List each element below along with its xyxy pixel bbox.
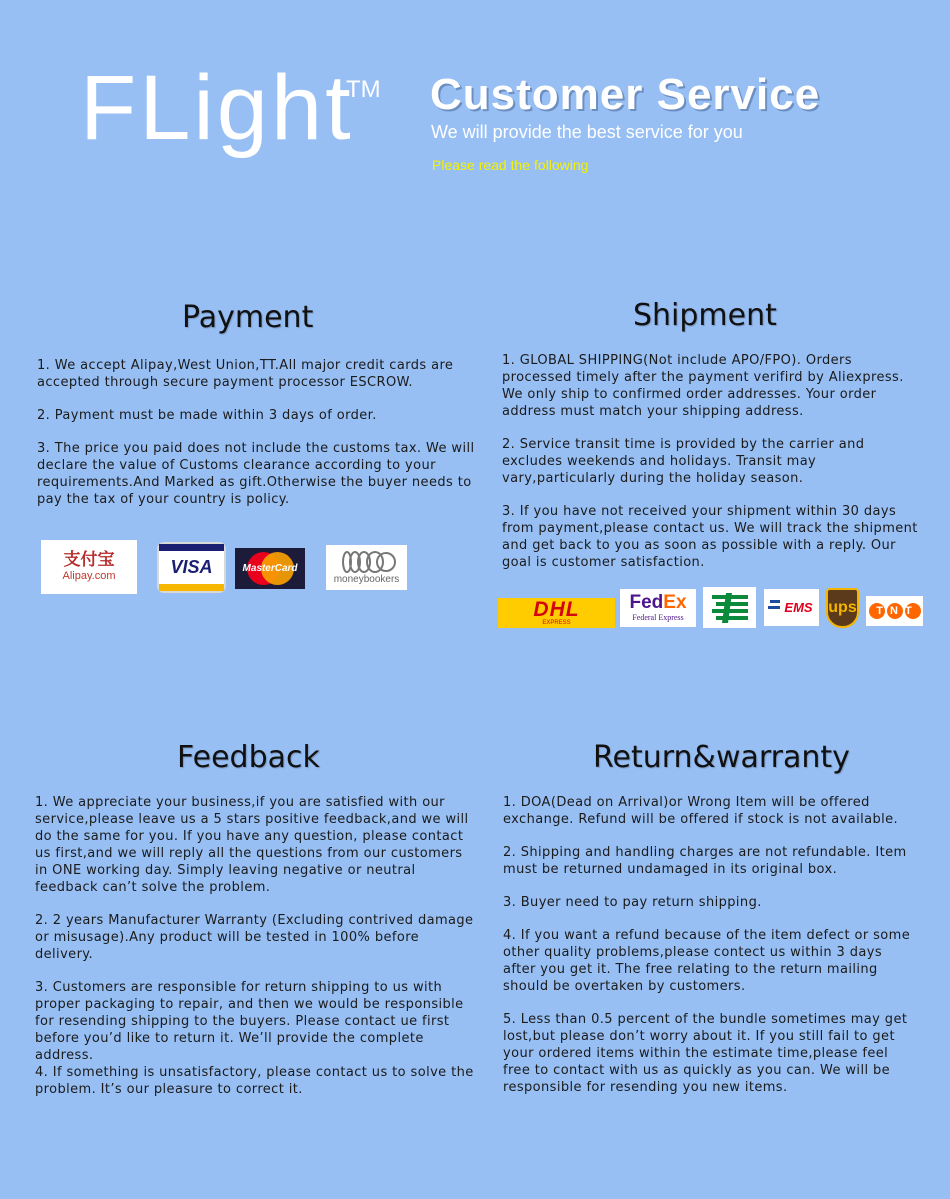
payment-paragraph: 1. We accept Alipay,West Union,TT.All major credit cards are accepted through secure payment processor ESCROW. (37, 358, 454, 390)
page-subtitle: We will provide the best service for you (431, 122, 743, 142)
payment-text (37, 357, 475, 508)
return-warranty-heading: Return&warranty (593, 740, 850, 775)
tnt-logo (866, 596, 923, 626)
tnt-text: TNT (876, 605, 919, 617)
mastercard-logo (235, 548, 305, 589)
visa-logo (157, 542, 226, 593)
shipment-text (502, 352, 922, 571)
shipment-heading: Shipment (633, 298, 777, 333)
brand-logo: FLight (80, 57, 354, 159)
ems-text: EMS (784, 600, 813, 615)
feedback-paragraph: 1. We appreciate your business,if you are satisfied with our service,please leave us a 5 stars positive feedback,and we will do the same for you. If you have any question, please contact us first,and we will reply all the questions from our customers in ONE working day. Simply leaving negative or neutral feedback can’t solve the problem. (35, 795, 469, 895)
moneybookers-rings-icon (337, 550, 397, 574)
alipay-logo (41, 540, 137, 594)
ups-logo (826, 588, 859, 628)
mastercard-text: MasterCard (242, 563, 298, 574)
shipment-paragraph: 1. GLOBAL SHIPPING(Not include APO/FPO). Orders processed timely after the payment verifird by Aliexpress. We only ship to confirmed order addresses. Your order address must match your shipping address. (502, 353, 904, 419)
return-paragraph: 3. Buyer need to pay return shipping. (503, 895, 762, 910)
feedback-paragraph: 3. Customers are responsible for return shipping to us with proper packaging to repair, and then we would be responsible for resending shipping to the buyers. Please contact ue first before you’d like to return it. We’ll provide the complete address. (35, 980, 464, 1063)
return-paragraph: 5. Less than 0.5 percent of the bundle sometimes may get lost,but please don’t worry about it. If you still fail to get your ordered items within the estimate time,please feel free to contact with us as quickly as you can. We will be responsible for resending you new items. (503, 1012, 908, 1095)
fedex-logo (620, 589, 696, 627)
feedback-paragraph: 4. If something is unsatisfactory, please contact us to solve the problem. It’s our pleasure to correct it. (35, 1065, 474, 1097)
alipay-chinese-text: 支付宝 (63, 550, 115, 570)
dhl-text: DHL (533, 597, 580, 621)
payment-paragraph: 3. The price you paid does not include the customs tax. We will declare the value of Customs clearance according to your requirements.And Marked as gift.Otherwise the buyer needs to pay the tax of your country is policy. (37, 441, 475, 507)
return-text (503, 794, 917, 1096)
china-post-icon (708, 591, 752, 625)
read-note: Please read the following (432, 157, 589, 173)
return-paragraph: 1. DOA(Dead on Arrival)or Wrong Item will be offered exchange. Refund will be offered if stock is not available. (503, 795, 899, 827)
shipment-paragraph: 2. Service transit time is provided by the carrier and excludes weekends and holidays. Transit may vary,particularly during the holiday season. (502, 437, 865, 486)
fedex-ex-text: Ex (663, 592, 687, 613)
moneybookers-text: moneybookers (333, 574, 400, 585)
shipment-paragraph: 3. If you have not received your shipment within 30 days from payment,please contact us. We will track the shipment and get back to you as soon as possible with a reply. Our goal is customer satisfaction. (502, 504, 918, 570)
return-paragraph: 4. If you want a refund because of the item defect or some other quality problems,please contect us within 3 days after you get it. The free relating to the return mailing should be overtaken by customers. (503, 928, 911, 994)
return-paragraph: 2. Shipping and handling charges are not refundable. Item must be returned undamaged in its original box. (503, 845, 907, 877)
fedex-fed-text: Fed (629, 592, 664, 613)
fedex-sub-text: Federal Express (632, 613, 684, 622)
dhl-logo (498, 598, 615, 628)
page-title: Customer Service (430, 70, 821, 119)
trademark-mark: TM (346, 76, 381, 103)
visa-text: VISA (170, 557, 213, 577)
ups-text: ups (828, 599, 857, 616)
payment-paragraph: 2. Payment must be made within 3 days of order. (37, 408, 377, 423)
china-post-logo (703, 587, 756, 628)
feedback-paragraph: 2. 2 years Manufacturer Warranty (Excluding contrived damage or misusage).Any product will be tested in 100% before delivery. (35, 913, 474, 962)
feedback-text (35, 794, 479, 1098)
ems-logo (764, 589, 819, 626)
alipay-text: Alipay.com (62, 570, 116, 582)
moneybookers-logo (326, 545, 407, 590)
dhl-sub-text: EXPRESS (542, 619, 571, 626)
payment-heading: Payment (182, 300, 314, 335)
feedback-heading: Feedback (177, 740, 320, 775)
